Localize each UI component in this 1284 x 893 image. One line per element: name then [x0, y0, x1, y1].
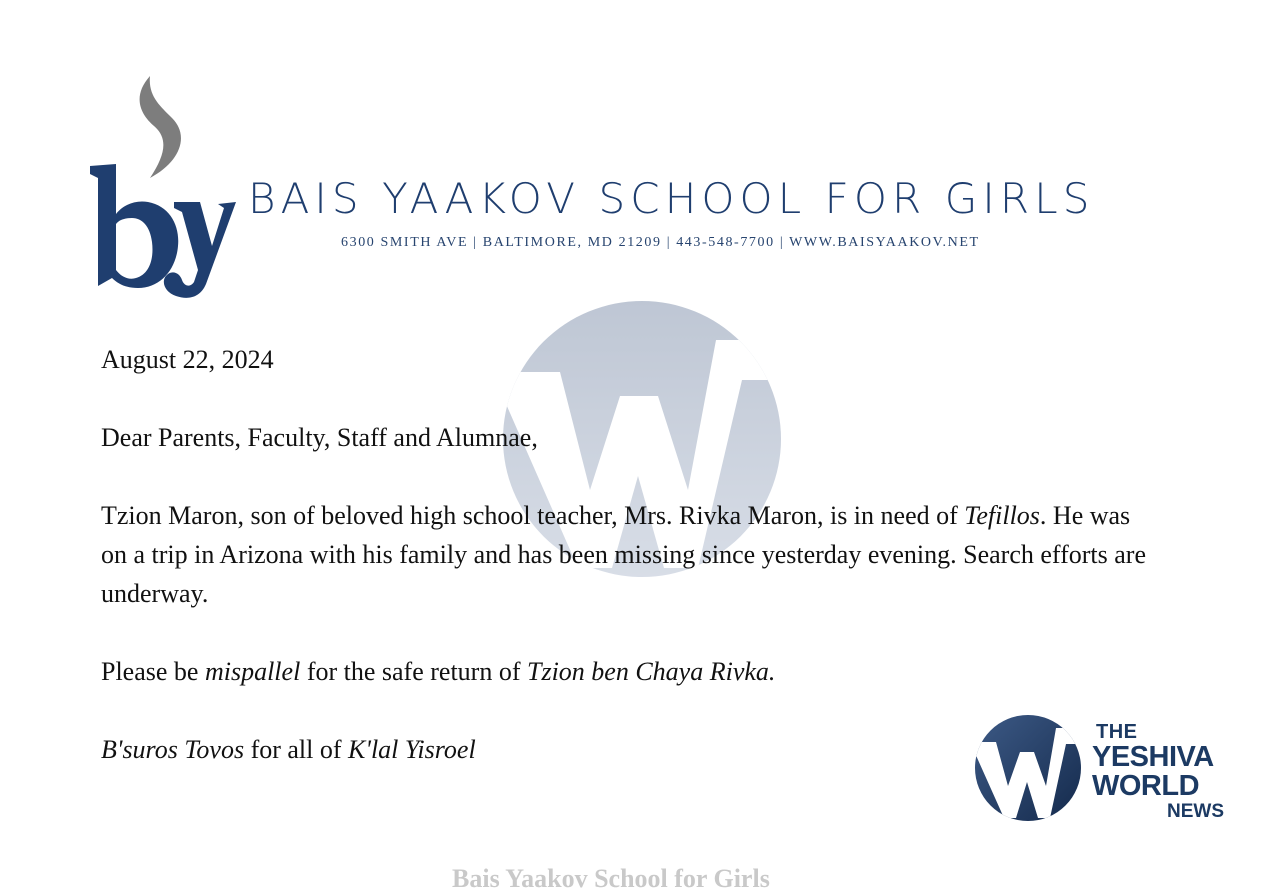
school-address-line: 6300 SMITH AVE | BALTIMORE, MD 21209 | 443-548-7700 | WWW.BAISYAAKOV.NET	[341, 235, 980, 250]
letter-closing: B'suros Tovos for all of K'lal Yisroel	[101, 735, 476, 764]
ywn-word-the: THE	[1096, 721, 1138, 743]
ywn-word-news: NEWS	[1167, 801, 1224, 822]
ywn-word-world: WORLD	[1092, 770, 1200, 802]
school-name: BAIS YAAKOV SCHOOL FOR GIRLS	[248, 174, 1095, 223]
letter-paragraph-2: Please be mispallel for the safe return of Tzion ben Chaya Rivka.	[101, 657, 776, 686]
footer-school-name: Bais Yaakov School for Girls	[452, 864, 770, 893]
ywn-logo-icon	[974, 714, 1082, 822]
ywn-word-yeshiva: YESHIVA	[1092, 741, 1214, 773]
bais-yaakov-logo-icon	[88, 74, 238, 300]
letter-salutation: Dear Parents, Faculty, Staff and Alumnae,	[101, 423, 538, 452]
letter-date: August 22, 2024	[101, 345, 274, 374]
ywn-wordmark	[1092, 722, 1232, 821]
logo-letter-b	[90, 164, 178, 288]
flame-icon	[140, 76, 181, 178]
letter-paragraph-1: Tzion Maron, son of beloved high school teacher, Mrs. Rivka Maron, is in need of Tefillos. He was on a trip in Arizona with his family and has been missing since yesterday evening. Search efforts are underway.	[101, 501, 1147, 608]
